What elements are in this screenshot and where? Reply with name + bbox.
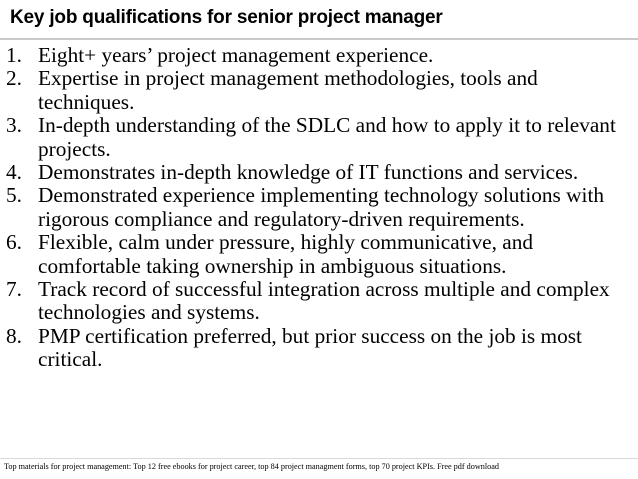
item-number: 4. bbox=[6, 160, 22, 185]
item-text: Expertise in project management methodologies, tools and techniques. bbox=[38, 66, 538, 114]
footer-note: Top materials for project management: Top 12 free ebooks for project career, top 84 project managment forms, top 70 project KPIs. Free pdf download bbox=[4, 462, 499, 471]
list-item bbox=[6, 325, 632, 372]
item-text: Demonstrates in-depth knowledge of IT functions and services. bbox=[38, 160, 579, 185]
item-number: 1. bbox=[6, 43, 22, 67]
list-item bbox=[6, 231, 632, 278]
list-item bbox=[6, 278, 632, 325]
item-number: 5. bbox=[6, 183, 22, 208]
item-number: 6. bbox=[6, 230, 22, 255]
title-bar bbox=[0, 0, 638, 40]
item-text: Flexible, calm under pressure, highly communicative, and comfortable taking ownership in ambiguous situations. bbox=[38, 230, 534, 278]
list-item bbox=[6, 161, 632, 184]
slide-title: Key job qualifications for senior project manager bbox=[10, 7, 443, 28]
list-item bbox=[6, 44, 632, 67]
item-number: 8. bbox=[6, 323, 22, 348]
item-text: In-depth understanding of the SDLC and how to apply it to relevant projects. bbox=[38, 113, 616, 161]
item-text: PMP certification preferred, but prior success on the job is most critical. bbox=[38, 323, 582, 372]
list-item bbox=[6, 114, 632, 161]
list-item bbox=[6, 184, 632, 231]
item-text: Track record of successful integration across multiple and complex technologies and systems. bbox=[38, 277, 610, 325]
title-divider bbox=[0, 38, 638, 40]
footer-divider bbox=[0, 458, 638, 459]
item-number: 7. bbox=[6, 277, 22, 302]
item-text: Demonstrated experience implementing technology solutions with rigorous compliance and regulatory-driven requirements. bbox=[38, 183, 605, 231]
item-number: 2. bbox=[6, 66, 22, 91]
item-text: Eight+ years’ project management experience. bbox=[38, 43, 434, 67]
qualifications-list bbox=[6, 44, 632, 372]
item-number: 3. bbox=[6, 113, 22, 138]
list-item bbox=[6, 67, 632, 114]
